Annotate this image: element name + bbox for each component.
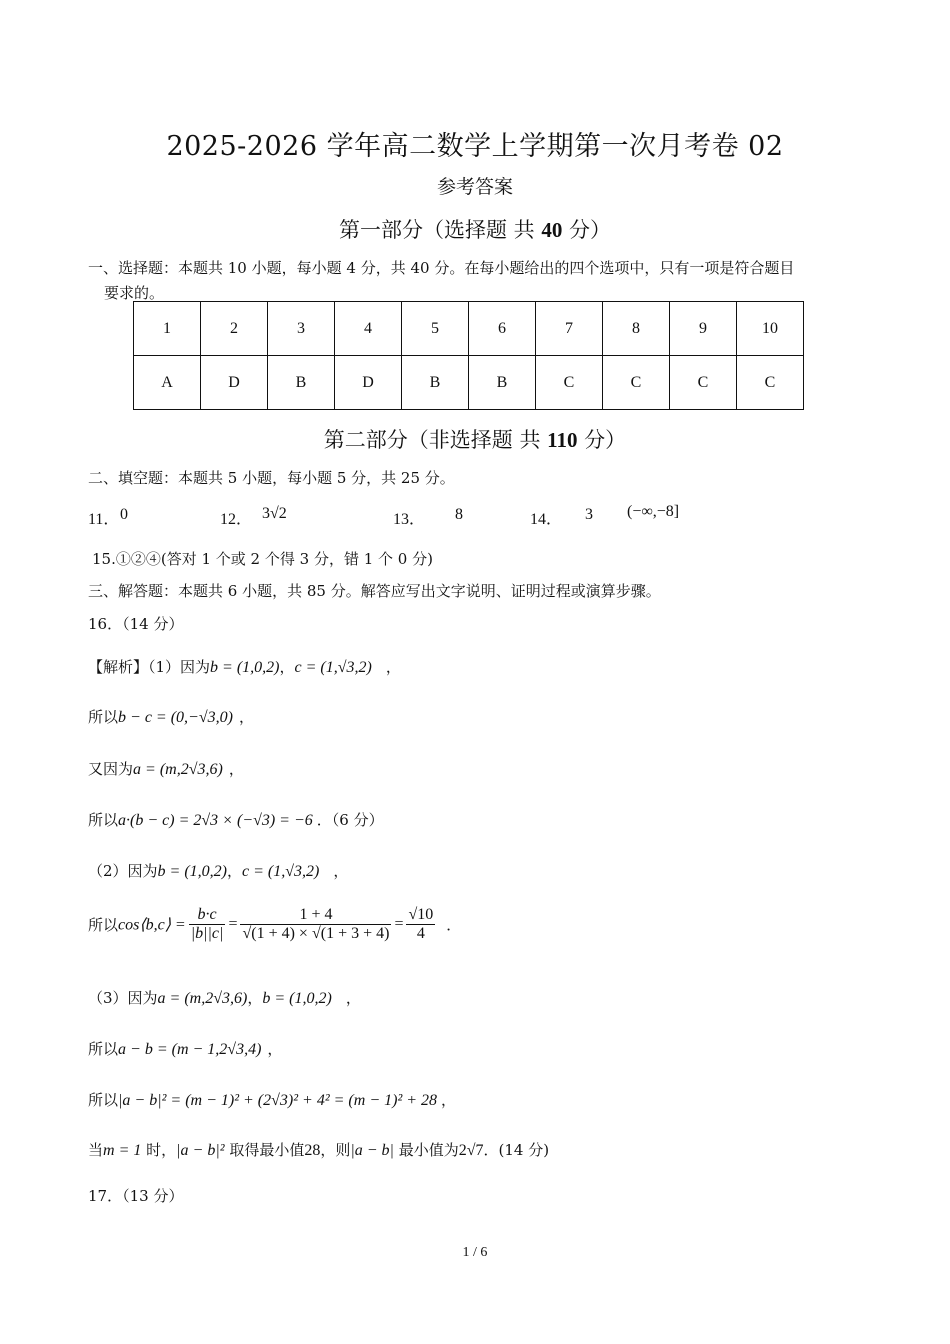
q16-line10-e: 最小值为 bbox=[393, 1141, 459, 1159]
q16-line9-prefix: 所以 bbox=[88, 1091, 119, 1109]
q16-line4 bbox=[88, 809, 384, 830]
q16-line3-end: ， bbox=[228, 760, 244, 778]
q13-answer: 8 bbox=[455, 506, 463, 523]
q14-answer-2: (−∞,−8] bbox=[627, 503, 680, 520]
part1-heading: 第一部分（选择题 共 40 分） bbox=[338, 218, 612, 242]
q16-line5-math2: c = (1,√3,2) bbox=[242, 863, 320, 880]
q16-line1-math2: c = (1,√3,2) bbox=[294, 659, 372, 676]
q16-fraction-2-num: 1 + 4 bbox=[240, 906, 391, 925]
answer-table-answer-cell: D bbox=[335, 356, 402, 410]
part2-heading: 第二部分（非选择题 共 110 分） bbox=[323, 428, 627, 452]
q16-line10-m: m = 1 bbox=[103, 1142, 142, 1159]
q14-answer-1: 3 bbox=[585, 506, 593, 523]
q16-line7-sep: ， bbox=[247, 989, 263, 1007]
q16-fraction-3-num: √10 bbox=[408, 906, 434, 923]
answer-table-answer-cell: C bbox=[603, 356, 670, 410]
answer-table-answer-cell: C bbox=[737, 356, 804, 410]
q16-fraction-1 bbox=[189, 906, 226, 943]
q16-line5-math1: b = (1,0,2) bbox=[157, 863, 227, 880]
fill-instruction: 二、填空题：本题共 5 小题，每小题 5 分，共 25 分。 bbox=[88, 469, 455, 487]
q16-line1-sep: ， bbox=[279, 658, 295, 676]
q16-fraction-2-den: √(1 + 4) × √(1 + 3 + 4) bbox=[242, 925, 390, 942]
q16-fraction-1-num: b·c bbox=[189, 906, 226, 925]
q16-line10-f: ．(14 分) bbox=[483, 1141, 550, 1159]
q16-line10-v1: 28 bbox=[304, 1142, 321, 1159]
answer-table-number-cell: 6 bbox=[469, 302, 536, 356]
q11-label: 11． bbox=[88, 511, 120, 528]
solve-instruction: 三、解答题：本题共 6 小题，共 85 分。解答应写出文字说明、证明过程或演算步骤。 bbox=[88, 582, 661, 600]
answer-table-number-cell: 4 bbox=[335, 302, 402, 356]
q16-line10-c: 取得最小值 bbox=[224, 1141, 305, 1159]
q16-line8-prefix: 所以 bbox=[88, 1040, 119, 1058]
q16-line10-a: 当 bbox=[88, 1141, 104, 1159]
answer-table-number-cell: 7 bbox=[536, 302, 603, 356]
q16-line7-end: ， bbox=[345, 989, 361, 1007]
part1-instruction-line2: 要求的。 bbox=[104, 284, 165, 302]
q16-line10-v2: 2√7 bbox=[458, 1142, 484, 1159]
q16-line7-prefix: （3）因为 bbox=[88, 989, 158, 1007]
q16-fraction-2 bbox=[240, 906, 391, 943]
q16-fraction-1-den: |b||c| bbox=[190, 925, 224, 942]
answer-table-number-cell: 3 bbox=[268, 302, 335, 356]
q12-answer: 3√2 bbox=[262, 505, 287, 522]
part1-instruction-line1: 一、选择题：本题共 10 小题，每小题 4 分，共 40 分。在每小题给出的四个选项中，只有一项是符合题目 bbox=[88, 259, 795, 277]
q16-line1-end: ， bbox=[385, 658, 401, 676]
answer-table-number-cell: 9 bbox=[670, 302, 737, 356]
q14-label: 14． bbox=[530, 511, 563, 528]
answer-table-number-cell: 10 bbox=[737, 302, 804, 356]
q16-line9-end: ， bbox=[441, 1091, 457, 1109]
answer-table bbox=[133, 301, 804, 410]
q16-fraction-3 bbox=[406, 906, 435, 943]
q16-line5 bbox=[88, 860, 348, 881]
q16-line4-prefix: 所以 bbox=[88, 811, 119, 829]
q12-label: 12． bbox=[220, 511, 253, 528]
answer-table-answer-cell: B bbox=[469, 356, 536, 410]
q16-line10-abs1: |a − b|² bbox=[176, 1142, 225, 1159]
page-subtitle: 参考答案 bbox=[436, 176, 513, 198]
answer-table-number-row bbox=[134, 302, 804, 356]
q16-line9-math: |a − b|² = (m − 1)² + (2√3)² + 4² = (m − 1)² + 28 bbox=[118, 1092, 438, 1109]
answer-table-number-cell: 8 bbox=[603, 302, 670, 356]
q16-line2 bbox=[88, 706, 254, 727]
answer-table-answer-cell: B bbox=[402, 356, 469, 410]
q16-line7-math2: b = (1,0,2) bbox=[262, 990, 332, 1007]
q16-line2-prefix: 所以 bbox=[88, 708, 119, 726]
q16-line10-b: 时， bbox=[141, 1141, 177, 1159]
q16-line10-abs2: |a − b| bbox=[350, 1142, 394, 1159]
page-title: 2025-2026 学年高二数学上学期第一次月考卷 02 bbox=[166, 131, 784, 162]
q16-line1-prefix: 【解析】（1）因为 bbox=[88, 658, 211, 676]
q16-line8-math: a − b = (m − 1,2√3,4) bbox=[118, 1041, 262, 1058]
q16-line2-math: b − c = (0,−√3,0) bbox=[118, 709, 233, 726]
answer-table-answer-cell: B bbox=[268, 356, 335, 410]
answer-table-number-cell: 2 bbox=[201, 302, 268, 356]
q16-line3 bbox=[88, 758, 244, 779]
q16-line7-math1: a = (m,2√3,6) bbox=[157, 990, 248, 1007]
q16-line3-prefix: 又因为 bbox=[88, 760, 134, 778]
answer-table-number-cell: 5 bbox=[402, 302, 469, 356]
answer-table-answer-row bbox=[134, 356, 804, 410]
q13-label: 13． bbox=[393, 511, 426, 528]
q16-line8 bbox=[88, 1038, 282, 1059]
answer-table-answer-cell: C bbox=[670, 356, 737, 410]
q16-line6: 所以cos⟨b,c⟩ = $\frac{b\cdot c}{|b||c|}$ = $\frac{1 + 4}{√(1 + 4) \times √(1 + 3 + 4)}$ = $\frac{√10}{4}$ ． bbox=[88, 906, 462, 942]
q16-line5-end: ， bbox=[333, 862, 349, 880]
q17-label: 17．（13 分） bbox=[88, 1187, 184, 1205]
q16-line1-math1: b = (1,0,2) bbox=[210, 659, 280, 676]
answer-table-answer-cell: D bbox=[201, 356, 268, 410]
q16-line6-cos: cos⟨b,c⟩ = bbox=[118, 916, 186, 934]
answer-table-number-cell: 1 bbox=[134, 302, 201, 356]
q16-line5-prefix: （2）因为 bbox=[88, 862, 158, 880]
q16-line4-math: a·(b − c) = 2√3 × (−√3) = −6 bbox=[118, 812, 313, 829]
q16-line10 bbox=[88, 1139, 549, 1160]
answer-table-answer-cell: C bbox=[536, 356, 603, 410]
q16-line6-prefix: 所以 bbox=[88, 916, 119, 934]
q11-answer: 0 bbox=[120, 506, 128, 523]
q15-answer: 15.①②④(答对 1 个或 2 个得 3 分，错 1 个 0 分) bbox=[92, 550, 433, 568]
q16-line7 bbox=[88, 987, 361, 1008]
q16-line10-d: ，则 bbox=[320, 1141, 351, 1159]
q16-label: 16．（14 分） bbox=[88, 615, 184, 633]
page-number: 1 / 6 bbox=[462, 1245, 488, 1260]
q16-line3-math: a = (m,2√3,6) bbox=[133, 761, 223, 778]
q16-line9 bbox=[88, 1089, 456, 1110]
q16-line5-sep: ， bbox=[227, 862, 243, 880]
q16-line8-end: ， bbox=[267, 1040, 283, 1058]
q16-line6-end: ． bbox=[446, 916, 462, 934]
q16-line4-end: ．（6 分） bbox=[316, 811, 384, 829]
q16-fraction-3-den: 4 bbox=[416, 925, 425, 942]
q16-line1 bbox=[88, 656, 401, 677]
answer-table-answer-cell: A bbox=[134, 356, 201, 410]
q16-line2-end: ， bbox=[238, 708, 254, 726]
